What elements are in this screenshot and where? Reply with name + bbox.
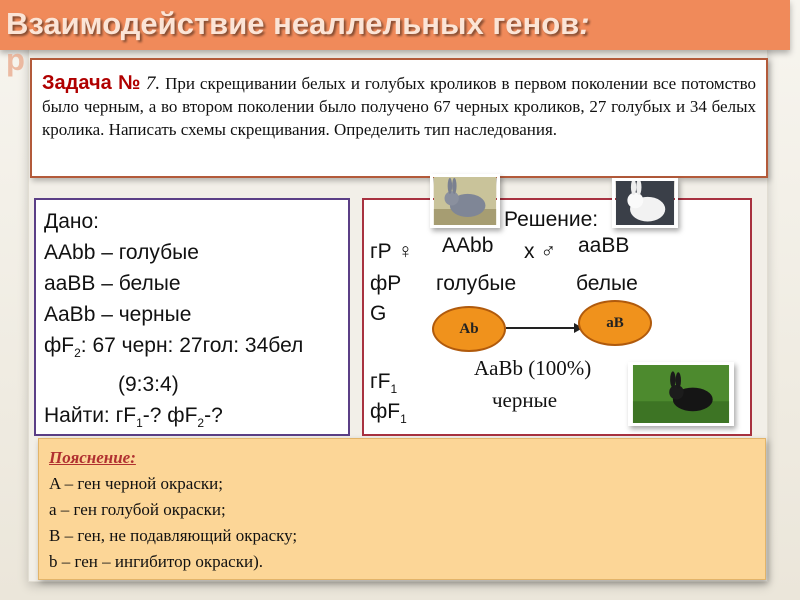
given-ratio: (9:3:4)	[118, 373, 179, 397]
fp-label: фР	[370, 272, 402, 295]
white-rabbit-photo	[612, 178, 678, 228]
title-overflow-text: р	[6, 42, 25, 77]
given-find-line	[44, 400, 348, 439]
gp-mother-genotype: AAbb	[442, 234, 494, 257]
gf1-label	[370, 370, 397, 396]
explanation-title: Пояснение:	[49, 448, 136, 467]
given-heading: Дано:	[44, 210, 100, 233]
gp-label: гР ♀	[370, 240, 414, 263]
gamete-arrow	[506, 327, 576, 329]
slide-title-colon: :	[579, 6, 590, 41]
cross-sign: x ♂	[524, 240, 557, 263]
slide-title-text: Взаимодействие неаллельных генов	[6, 6, 580, 41]
explanation-box	[38, 438, 766, 580]
task-number: 7.	[145, 73, 161, 94]
f2-text: : 67 черн: 27гол: 34бел	[80, 334, 304, 357]
task-text: При скрещивании белых и голубых кроликов в первом поколении все потомство было черным, а во втором поколении было получено 67 черных кроликов, 27 голубых и 34 белых кролика. Написать схемы скрещивания. Определить тип наследования.	[42, 74, 757, 139]
explanation-line-2: a – ген голубой окраски;	[49, 500, 226, 519]
f2-sub: 2	[74, 346, 81, 361]
task-box	[30, 58, 768, 178]
gamete-ab: Ab	[432, 306, 506, 352]
given-line-3: AaBb – черные	[44, 303, 192, 326]
gp-father-genotype: aaBB	[578, 234, 630, 257]
find-sub-1: 1	[136, 416, 143, 431]
given-f2-line	[44, 330, 348, 369]
given-line-1: AAbb – голубые	[44, 241, 199, 264]
find-c: -?	[204, 404, 223, 428]
f1-genotype: AaBb (100%)	[474, 356, 592, 380]
explanation-line-1: A – ген черной окраски;	[49, 474, 223, 493]
gf1-prefix: гF	[370, 370, 391, 393]
gametes-label: G	[370, 302, 387, 325]
find-sub-2: 2	[197, 416, 205, 431]
find-a: Найти: гF	[44, 404, 137, 428]
solution-heading: Решение:	[504, 208, 599, 231]
ff1-prefix: фF	[370, 400, 401, 423]
blue-rabbit-photo	[430, 174, 500, 228]
fp-mother-phenotype: голубые	[436, 272, 517, 295]
gamete-ab-2: aB	[578, 300, 652, 346]
f2-prefix: фF	[44, 334, 75, 357]
title-bar	[0, 0, 790, 50]
f1-phenotype: черные	[492, 388, 558, 412]
explanation-line-3: B – ген, не подавляющий окраску;	[49, 526, 298, 545]
find-b: -? фF	[142, 404, 198, 428]
fp-father-phenotype: белые	[576, 272, 638, 295]
black-rabbit-photo	[628, 362, 734, 426]
gf1-sub: 1	[390, 382, 398, 397]
ff1-label	[370, 400, 407, 426]
task-label: Задача №	[42, 72, 141, 94]
slide-title	[6, 6, 590, 42]
given-line-2: aaBB – белые	[44, 272, 181, 295]
given-box	[34, 198, 350, 436]
explanation-line-4: b – ген – ингибитор окраски).	[49, 552, 263, 571]
ff1-sub: 1	[400, 412, 407, 427]
